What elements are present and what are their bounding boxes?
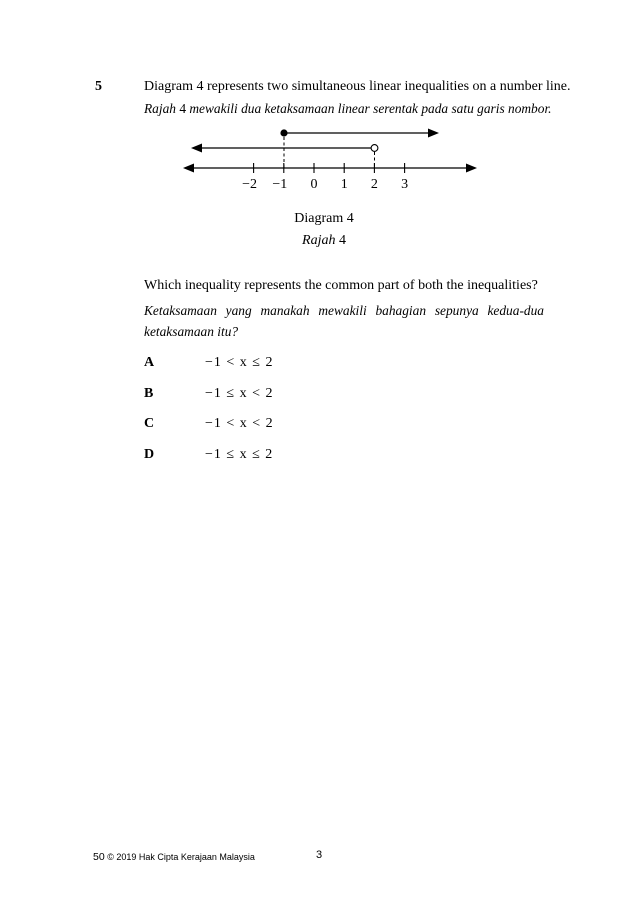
option-b-text[interactable]: −1 ≤ x < 2: [205, 386, 274, 401]
tick-label: −2: [242, 177, 258, 192]
option-d-text[interactable]: −1 ≤ x ≤ 2: [205, 447, 274, 462]
option-c-text[interactable]: −1 < x < 2: [205, 416, 274, 431]
axis-right-arrow: [466, 164, 477, 173]
tick-label: 1: [340, 177, 348, 192]
intro-malay-number: 4: [176, 101, 190, 116]
tick-label: 0: [310, 177, 318, 192]
lower-ray-arrow: [191, 144, 202, 153]
upper-ray-arrow: [428, 129, 439, 138]
question-number: 5: [95, 79, 102, 94]
tick-label: −1: [272, 177, 288, 192]
tick-label: 3: [401, 177, 409, 192]
tick-label: 2: [370, 177, 378, 192]
intro-malay-label: Rajah: [144, 101, 176, 116]
footer-copyright-text: © 2019 Hak Cipta Kerajaan Malaysia: [104, 852, 255, 862]
question-prompt-malay: Ketaksamaan yang manakah mewakili bahagian sepunya kedua-dua ketaksamaan itu?: [144, 303, 544, 339]
caption-malay-number: 4: [335, 233, 346, 248]
footer-code: 50: [93, 851, 105, 863]
closed-dot-minus-one: [280, 129, 287, 136]
option-d-letter[interactable]: D: [144, 447, 155, 462]
open-circle-two: [371, 145, 378, 152]
diagram-caption-malay: [0, 233, 638, 249]
axis-left-arrow: [183, 164, 194, 173]
option-a-letter[interactable]: A: [144, 355, 155, 370]
option-b-letter[interactable]: B: [144, 386, 154, 401]
question-intro-english: Diagram 4 represents two simultaneous linear inequalities on a number line.: [144, 79, 571, 94]
footer-copyright: [93, 851, 255, 863]
option-a-text[interactable]: −1 < x ≤ 2: [205, 355, 274, 370]
diagram-caption-english: Diagram 4: [294, 211, 354, 226]
page-number: 3: [316, 849, 323, 861]
option-c-letter[interactable]: C: [144, 416, 155, 431]
question-prompt-english: Which inequality represents the common part of both the inequalities?: [144, 278, 538, 293]
caption-malay-label: Rajah: [302, 233, 336, 248]
intro-malay-rest: mewakili dua ketaksamaan linear serentak pada satu garis nombor.: [189, 101, 552, 116]
